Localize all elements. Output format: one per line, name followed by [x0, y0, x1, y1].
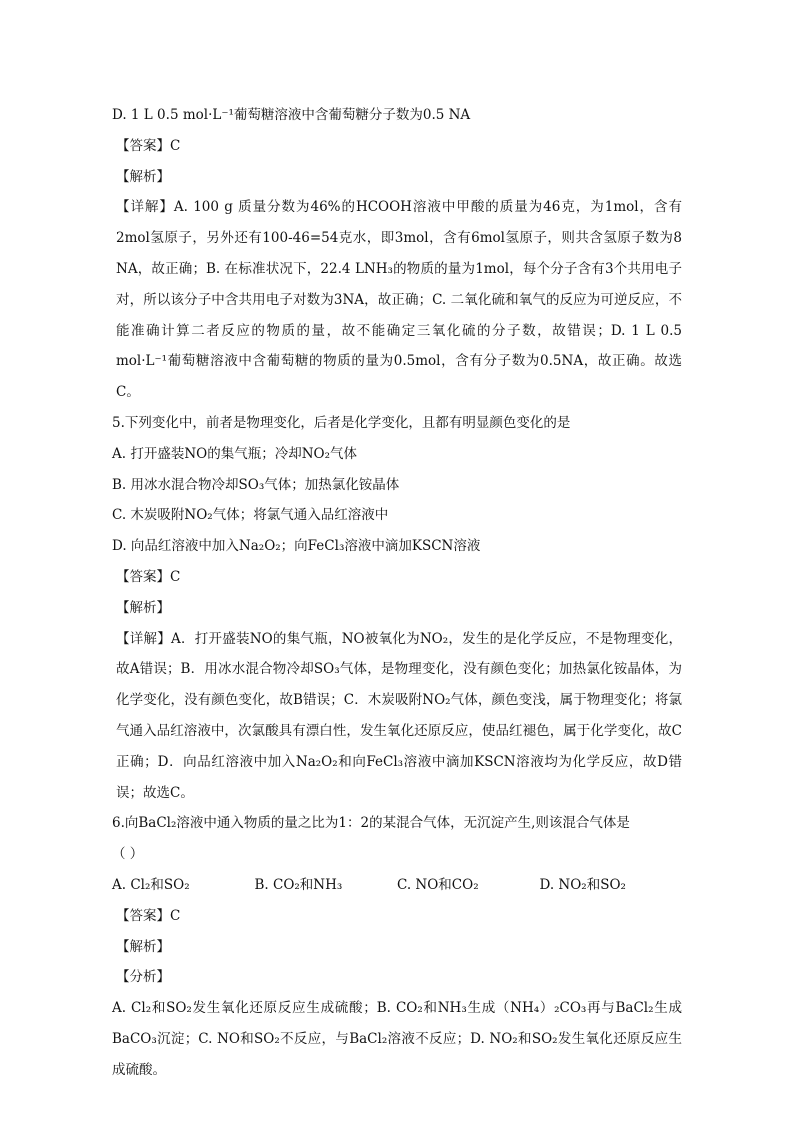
q5-option-d: D. 向品红溶液中加入Na₂O₂；向FeCl₃溶液中滴加KSCN溶液: [112, 538, 481, 555]
q6-options: [112, 870, 682, 901]
q5-stem: 5.下列变化中，前者是物理变化，后者是化学变化，且都有明显颜色变化的是: [112, 414, 571, 431]
q6-fenxi: [112, 993, 682, 1085]
q6-option-a: A. Cl₂和SO₂: [112, 876, 190, 893]
q4-detail: [112, 192, 682, 408]
q6-blank: （ ）: [112, 846, 144, 863]
q6-option-b: B. CO₂和NH₃: [254, 876, 343, 893]
q6-fenxi-text: A. Cl₂和SO₂发生氧化还原反应生成硫酸；B. CO₂和NH₃生成（NH₄）₂CO₃再与BaCl₂生成BaCO₃沉淀；C. NO和SO₂不反应，与BaCl₂溶液不反应；D. NO₂和SO₂发生氧化还原反应生成硫酸。: [112, 1000, 682, 1078]
q6-stem: 6.向BaCl₂溶液中通入物质的量之比为1：2的某混合气体，无沉淀产生,则该混合气体是: [112, 815, 630, 832]
q5-answer: 【答案】C: [116, 568, 181, 585]
q4-option-d: D. 1 L 0.5 mol·L⁻¹葡萄糖溶液中含葡萄糖分子数为0.5 NA: [112, 107, 471, 123]
q6-option-c: C. NO和CO₂: [397, 876, 479, 893]
q5-option-b: B. 用冰水混合物冷却SO₃气体；加热氯化铵晶体: [112, 476, 400, 493]
q5-detail-text: 【详解】A．打开盛装NO的集气瓶，NO被氧化为NO₂，发生的是化学反应，不是物理变化，故A错误；B．用冰水混合物冷却SO₃气体，是物理变化，没有颜色变化；加热氯化铵晶体，为化学变化，没有颜色变化，故B错误；C．木炭吸附NO₂气体，颜色变浅，属于物理变化；将氯气通入品红溶液中，次氯酸具有漂白性，发生氧化还原反应，使品红褪色，属于化学变化，故C正确；D．向品红溶液中加入Na₂O₂和向FeCl₃溶液中滴加KSCN溶液均为化学反应，故D错误；故选C。: [116, 630, 682, 801]
q5-analysis-heading: 【解析】: [116, 599, 170, 616]
q6-answer: 【答案】C: [116, 907, 181, 924]
q4-answer: 【答案】C: [116, 137, 181, 154]
q5-option-a: A. 打开盛装NO的集气瓶；冷却NO₂气体: [112, 445, 358, 462]
q5-detail: [112, 624, 682, 809]
q4-detail-text: 【详解】A. 100 g 质量分数为46%的HCOOH溶液中甲酸的质量为46克，为1mol，含有2mol氢原子，另外还有100-46=54克水，即3mol，含有6mol氢原子，则共含氢原子数为8 NA，故正确；B. 在标准状况下，22.4 LNH₃的物质的量为1mol，每个分子含有3个共用电子对，所以该分子中含共用电子对数为3NA，故正确；C. 二氧化硫和氧气的反应为可逆反应，不能准确计算二者反应的物质的量，故不能确定三氧化硫的分子数，故错误；D. 1 L 0.5 mol·L⁻¹葡萄糖溶液中含葡萄糖的物质的量为0.5mol，含有分子数为0.5NA，故正确。故选C。: [116, 199, 682, 401]
q6-fenxi-heading: 【分析】: [116, 969, 170, 986]
q6-option-d: D. NO₂和SO₂: [539, 876, 626, 893]
q6-analysis-heading: 【解析】: [116, 938, 170, 955]
q5-option-c: C. 木炭吸附NO₂气体；将氯气通入品红溶液中: [112, 507, 389, 524]
q4-analysis-heading: 【解析】: [116, 168, 170, 185]
